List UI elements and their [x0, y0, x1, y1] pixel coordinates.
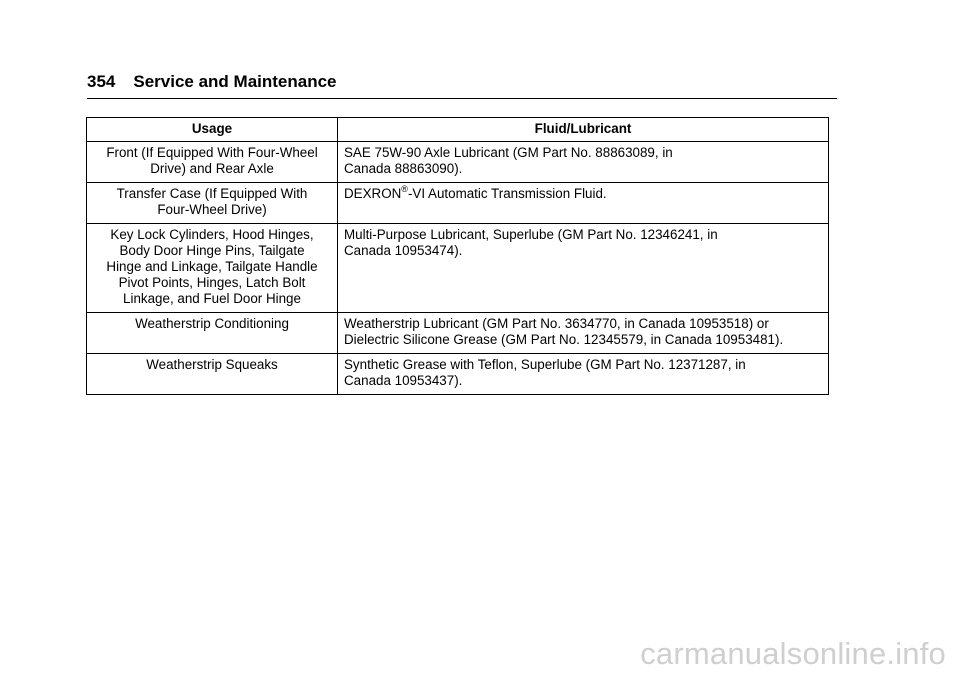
table-row — [87, 142, 829, 183]
fluid-line: Multi-Purpose Lubricant, Superlube (GM Part No. 12346241, in — [344, 227, 718, 242]
column-header-fluid: Fluid/Lubricant — [338, 118, 829, 142]
section-title: Service and Maintenance — [133, 72, 337, 91]
fluid-line: Canada 10953437). — [344, 373, 463, 388]
registered-mark: ® — [401, 184, 408, 194]
fluid-line: SAE 75W-90 Axle Lubricant (GM Part No. 88863089, in — [344, 145, 673, 160]
usage-line: Transfer Case (If Equipped With — [116, 186, 308, 201]
column-header-usage: Usage — [87, 118, 338, 142]
usage-line: Key Lock Cylinders, Hood Hinges, — [110, 227, 314, 242]
table-row — [87, 224, 829, 313]
watermark: carmanualsonline.info — [640, 636, 946, 671]
fluid-cell — [338, 183, 829, 224]
fluid-line: Canada 10953474). — [344, 243, 463, 258]
usage-cell — [87, 224, 338, 313]
usage-line: Drive) and Rear Axle — [150, 161, 274, 176]
fluid-cell — [338, 142, 829, 183]
fluid-line: Weatherstrip Lubricant (GM Part No. 3634770, in Canada 10953518) or — [344, 316, 769, 331]
table-row — [87, 313, 829, 354]
usage-cell — [87, 183, 338, 224]
fluid-line: Dielectric Silicone Grease (GM Part No. 12345579, in Canada 10953481). — [344, 332, 784, 347]
fluid-line: Canada 88863090). — [344, 161, 463, 176]
usage-line: Front (If Equipped With Four-Wheel — [106, 145, 318, 160]
table-row — [87, 183, 829, 224]
usage-line: Four-Wheel Drive) — [157, 202, 267, 217]
usage-line: Hinge and Linkage, Tailgate Handle — [106, 259, 318, 274]
fluid-cell — [338, 313, 829, 354]
usage-line: Linkage, and Fuel Door Hinge — [123, 291, 301, 306]
page-header — [87, 71, 337, 93]
page-number: 354 — [87, 72, 116, 91]
usage-line: Pivot Points, Hinges, Latch Bolt — [118, 275, 306, 290]
usage-line: Weatherstrip Conditioning — [135, 316, 289, 331]
fluid-brand: DEXRON — [344, 186, 402, 201]
lubricant-table — [86, 117, 829, 395]
header-rule — [87, 98, 837, 99]
usage-cell — [87, 313, 338, 354]
usage-line: Body Door Hinge Pins, Tailgate — [119, 243, 305, 258]
usage-cell — [87, 354, 338, 395]
fluid-line: Synthetic Grease with Teflon, Superlube (GM Part No. 12371287, in — [344, 357, 746, 372]
table-header-row — [87, 118, 829, 142]
usage-line: Weatherstrip Squeaks — [146, 357, 278, 372]
fluid-cell — [338, 354, 829, 395]
fluid-cell — [338, 224, 829, 313]
usage-cell — [87, 142, 338, 183]
fluid-line: -VI Automatic Transmission Fluid. — [407, 186, 607, 201]
table-row — [87, 354, 829, 395]
